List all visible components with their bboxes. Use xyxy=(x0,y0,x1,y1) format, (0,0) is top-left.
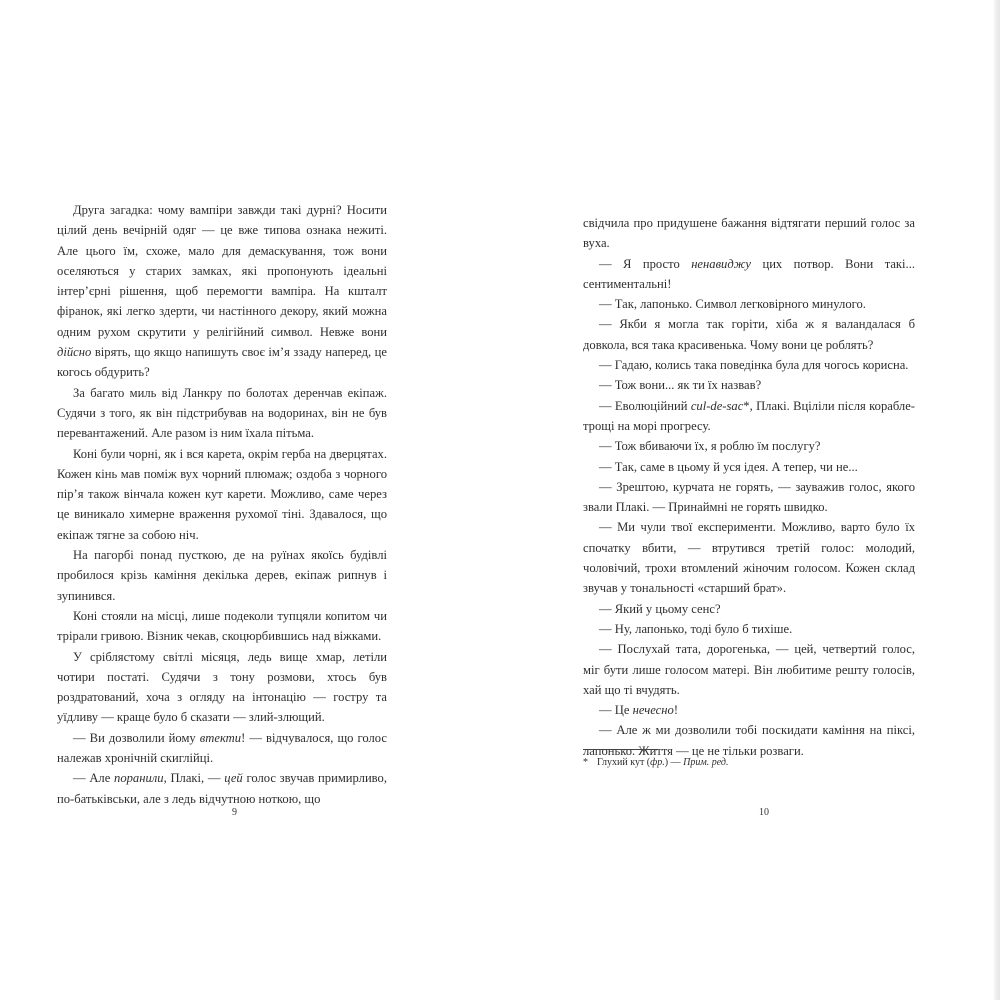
text-run: — Ну, лапонько, тоді було б тихіше. xyxy=(599,621,793,636)
italic-text: втекти xyxy=(199,730,242,745)
paragraph xyxy=(583,517,915,598)
italic-text: фр. xyxy=(650,757,665,768)
text-run: — Послухай тата, дорогенька, — цей, четвертий голос, міг бути лише голосом матері. Він любитиме решту голосів, хай що ті вчудять. xyxy=(583,642,915,697)
text-run: У сріблястому світлі місяця, ледь вище хмар, летіли чотири постаті. Судячи з тону розмови, хтось був роздратований, хоча з огляду на інтонацію — гостру та уїдливу — краще було б сказати — злий-злющий. xyxy=(57,649,387,725)
paragraph xyxy=(57,200,387,383)
text-run: ! — відчувалося, що голос належав хронічній скиглійці. xyxy=(57,730,387,766)
paragraph xyxy=(57,545,387,606)
italic-text: цей xyxy=(224,771,243,786)
text-run: — Я просто xyxy=(599,256,692,271)
italic-text: нечесно xyxy=(632,703,674,718)
text-run: — Але xyxy=(73,771,115,786)
text-run: — Але ж ми дозволили тобі поскидати каміння на піксі, лапонько. Життя — це не тільки розваги. xyxy=(583,723,915,758)
text-run: вірять, що якщо напишуть своє ім’я ззаду наперед, це когось обдурить? xyxy=(57,345,387,380)
italic-text: Прим. ред. xyxy=(683,757,729,768)
paragraph xyxy=(583,457,915,477)
text-run: Глухий кут ( xyxy=(597,757,651,768)
italic-text: поранили xyxy=(114,771,164,786)
text-run: — Який у цьому сенс? xyxy=(599,601,721,616)
text-run: голос звучав примирливо, по-батьківськи, але з ледь відчутною ноткою, що xyxy=(57,771,387,806)
left-page-text xyxy=(57,200,387,809)
text-run: — Ми чули твої експерименти. Можливо, варто було їх спочатку вбити, — втрутився третій голос: молодий, чоловічий, трохи втомлений жіночим голосом. Кожен склад звучав у тональності «старший брат». xyxy=(583,520,915,596)
paragraph xyxy=(57,606,387,647)
paragraph xyxy=(583,213,915,254)
text-run: — Гадаю, колись така поведінка була для чогось корисна. xyxy=(599,358,909,373)
paragraph xyxy=(583,700,915,720)
paragraph xyxy=(57,647,387,728)
paragraph xyxy=(583,355,915,375)
text-run: ) — xyxy=(664,757,684,768)
text-run: — Якби я могла так горіти, хіба ж я валандалася б довкола, вся така красивенька. Чому вони це роблять? xyxy=(583,317,915,352)
italic-text: ненавиджу xyxy=(691,256,752,271)
paragraph xyxy=(57,768,387,809)
paragraph xyxy=(583,477,915,518)
paragraph xyxy=(583,619,915,639)
text-run: цих потвор. Вони такі... сентиментальні! xyxy=(583,256,915,291)
paragraph xyxy=(583,436,915,456)
paragraph xyxy=(583,720,915,761)
footnote-rule xyxy=(583,749,658,750)
paragraph xyxy=(583,314,915,355)
text-run: — Зрештою, курчата не горять, — зауважив голос, якого звали Плакі. — Принаймні не горять швидко. xyxy=(583,479,915,515)
page-edge xyxy=(994,0,1000,1000)
text-run: , Плакі, — xyxy=(163,771,225,786)
text-run: — Тож вбиваючи їх, я роблю їм послугу? xyxy=(599,439,821,454)
footnote-mark: * xyxy=(583,757,588,768)
text-run: — Тож вони... як ти їх назвав? xyxy=(599,378,762,393)
left-page-number: 9 xyxy=(232,807,237,818)
text-run: *, Плакі. Вціліли після кораблетрощі на морі прогресу. xyxy=(583,398,915,433)
right-page-number: 10 xyxy=(759,807,769,818)
text-run: — Так, лапонько. Символ легковірного минулого. xyxy=(599,297,866,312)
italic-text: дійсно xyxy=(57,345,92,360)
text-run: — Еволюційний xyxy=(599,398,691,413)
text-run: — Ви дозволили йому xyxy=(73,730,200,745)
paragraph xyxy=(583,396,915,437)
text-run: Коні були чорні, як і вся карета, окрім герба на дверцятах. Кожен кінь мав поміж вух чорний плюмаж; оздоба з чорного пір’я також вінчала кожен кут карети. Можливо, саме через це виникало химерне враження рухомої тіні. Здавалося, що екіпаж тягне за собою ніч. xyxy=(57,446,387,542)
text-run: ! xyxy=(673,703,679,718)
right-page-text xyxy=(583,213,915,761)
text-run: Друга загадка: чому вампіри завжди такі дурні? Носити цілий день вечірній одяг — це вже типова ознака нежиті. Але цього їм, схоже, мало для демаскування, тож вони оселяються у старих замках, які пропонують ідеальні інтер’єрні рішення, щоб перемогти вампіра. На кшталт фіранок, які легко здерти, чи настінного декору, який можна одним рухом скрутити у релігійний символ. Невже вони xyxy=(57,203,387,339)
text-run: свідчила про придушене бажання відтягати перший голос за вуха. xyxy=(583,216,915,251)
paragraph xyxy=(583,375,915,395)
paragraph xyxy=(583,254,915,295)
text-run: — Так, саме в цьому й уся ідея. А тепер, чи не... xyxy=(599,459,858,474)
paragraph xyxy=(583,599,915,619)
text-run: За багато миль від Ланкру по болотах деренчав екіпаж. Судячи з того, як він підстрибував на водоринах, він не був перевантажений. Але разом із ним їхала пітьма. xyxy=(57,385,387,441)
italic-text: cul-de-sac xyxy=(690,398,744,413)
paragraph xyxy=(57,728,387,769)
text-run: — Це xyxy=(599,703,633,718)
paragraph xyxy=(583,639,915,700)
text-run: Коні стояли на місці, лише подеколи тупцяли копитом чи трipали гривою. Візник чекав, скоцюрбившись над віжками. xyxy=(57,608,387,644)
footnote xyxy=(583,756,913,770)
paragraph xyxy=(57,444,387,545)
paragraph xyxy=(583,294,915,314)
text-run: На пагорбі понад пусткою, де на руїнах якоїсь будівлі пробилося крізь каміння декілька дерев, екіпаж рипнув і зупинився. xyxy=(57,548,387,603)
paragraph xyxy=(57,383,387,444)
